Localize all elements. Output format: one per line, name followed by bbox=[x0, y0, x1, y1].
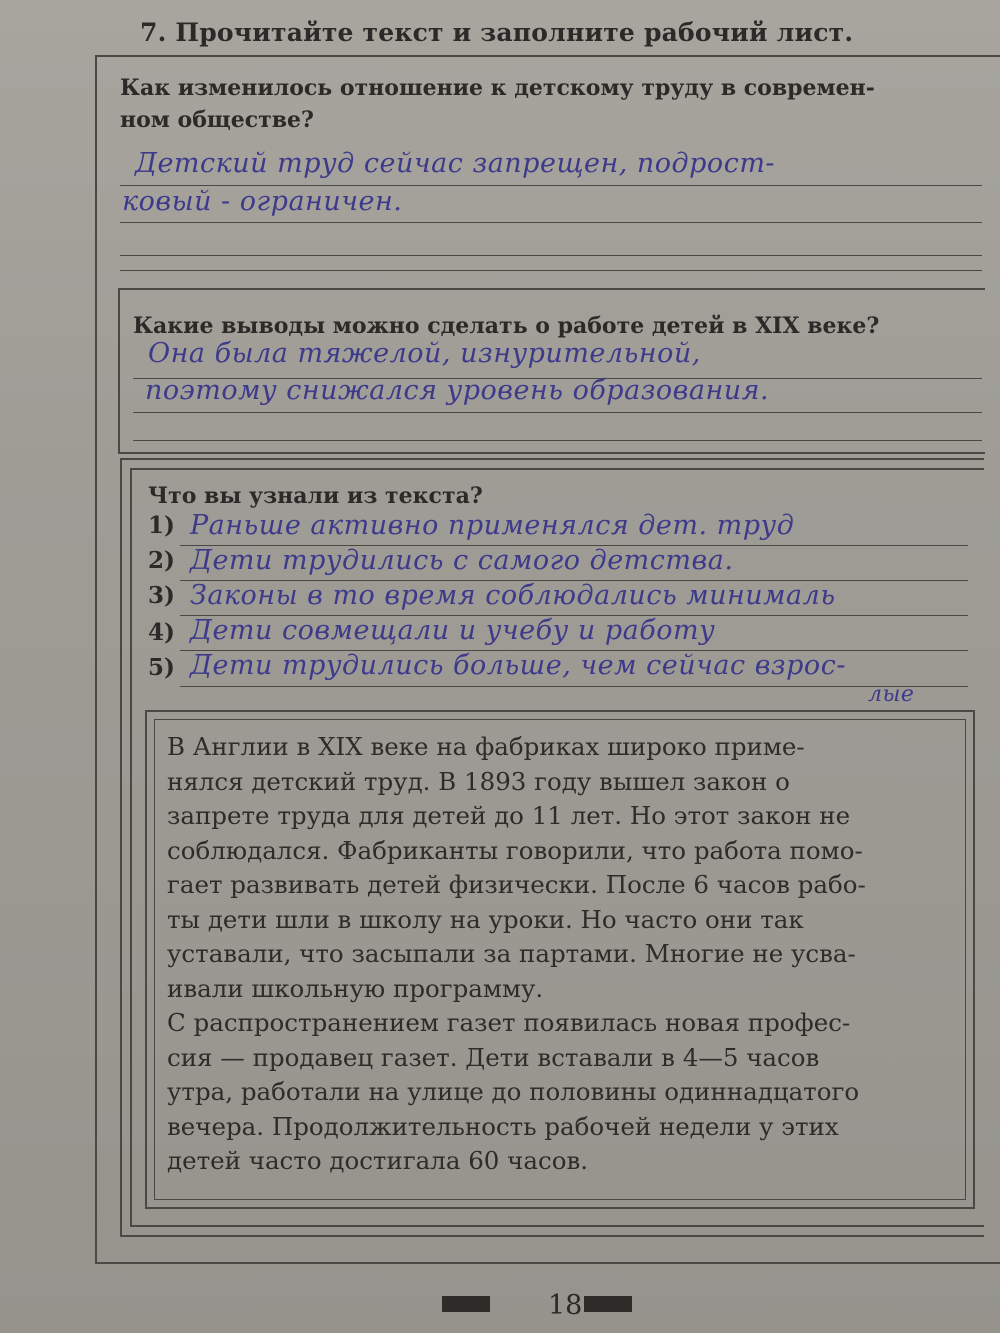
reading-paragraph-2 bbox=[167, 1006, 952, 1179]
question-1-line2: ном обществе? bbox=[120, 107, 314, 133]
answer-rule bbox=[120, 255, 982, 256]
question-3: Что вы узнали из текста? bbox=[148, 483, 483, 509]
reading-text-box bbox=[145, 710, 975, 1209]
handwritten-answer-2-line2: поэтому снижался уровень образования. bbox=[145, 375, 770, 406]
handwritten-item-5: Дети трудились больше, чем сейчас взрос- bbox=[190, 650, 846, 681]
page-number-bar-left bbox=[442, 1296, 490, 1312]
handwritten-answer-2-line1: Она была тяжелой, изнурительной, bbox=[148, 338, 701, 369]
text-line: С распространением газет появилась новая профес- bbox=[167, 1008, 851, 1037]
item-number-1: 1) bbox=[148, 512, 175, 539]
answer-rule bbox=[180, 686, 968, 687]
text-line: уставали, что засыпали за партами. Многие не усва- bbox=[167, 939, 856, 968]
text-line: утра, работали на улице до половины одиннадцатого bbox=[167, 1077, 860, 1106]
text-line: В Англии в XIX веке на фабриках широко приме- bbox=[167, 732, 805, 761]
text-line: ивали школьную программу. bbox=[167, 973, 544, 1003]
text-line: сия — продавец газет. Дети вставали в 4—5 часов bbox=[167, 1042, 820, 1072]
text-line: соблюдался. Фабриканты говорили, что работа помо- bbox=[167, 835, 863, 865]
item-number-2: 2) bbox=[148, 547, 175, 574]
item-number-3: 3) bbox=[148, 582, 175, 609]
page-number-bar-right bbox=[584, 1296, 632, 1312]
question-1-line1: Как изменилось отношение к детскому труду в современ- bbox=[120, 75, 875, 101]
question-block-1 bbox=[120, 72, 980, 136]
page-number: 18 bbox=[548, 1290, 583, 1321]
handwritten-item-5-continuation: лые bbox=[868, 682, 915, 707]
answer-rule bbox=[120, 222, 982, 223]
handwritten-item-4: Дети совмещали и учебу и работу bbox=[190, 615, 716, 646]
handwritten-item-3: Законы в то время соблюдались минималь bbox=[190, 580, 836, 611]
text-line: детей часто достигала 60 часов. bbox=[167, 1146, 589, 1175]
item-number-5: 5) bbox=[148, 654, 175, 681]
answer-rule bbox=[133, 440, 982, 441]
item-number-4: 4) bbox=[148, 619, 175, 646]
answer-rule bbox=[133, 412, 982, 413]
handwritten-answer-1-line1: Детский труд сейчас запрещен, подрост- bbox=[135, 148, 776, 179]
reading-paragraph-1 bbox=[167, 730, 952, 1006]
text-line: ты дети шли в школу на уроки. Но часто они так bbox=[167, 904, 804, 934]
handwritten-item-2: Дети трудились с самого детства. bbox=[190, 545, 734, 576]
text-line: запрете труда для детей до 11 лет. Но этот закон не bbox=[167, 801, 851, 830]
handwritten-answer-1-line2: ковый - ограничен. bbox=[122, 186, 403, 217]
question-2: Какие выводы можно сделать о работе детей в XIX веке? bbox=[133, 313, 880, 339]
text-line: вечера. Продолжительность рабочей недели у этих bbox=[167, 1111, 839, 1141]
answer-rule bbox=[120, 270, 982, 271]
text-line: гает развивать детей физически. После 6 часов рабо- bbox=[167, 870, 866, 899]
text-line: нялся детский труд. В 1893 году вышел закон о bbox=[167, 766, 790, 796]
handwritten-item-1: Раньше активно применялся дет. труд bbox=[190, 510, 795, 541]
exercise-heading: 7. Прочитайте текст и заполните рабочий лист. bbox=[140, 18, 854, 47]
